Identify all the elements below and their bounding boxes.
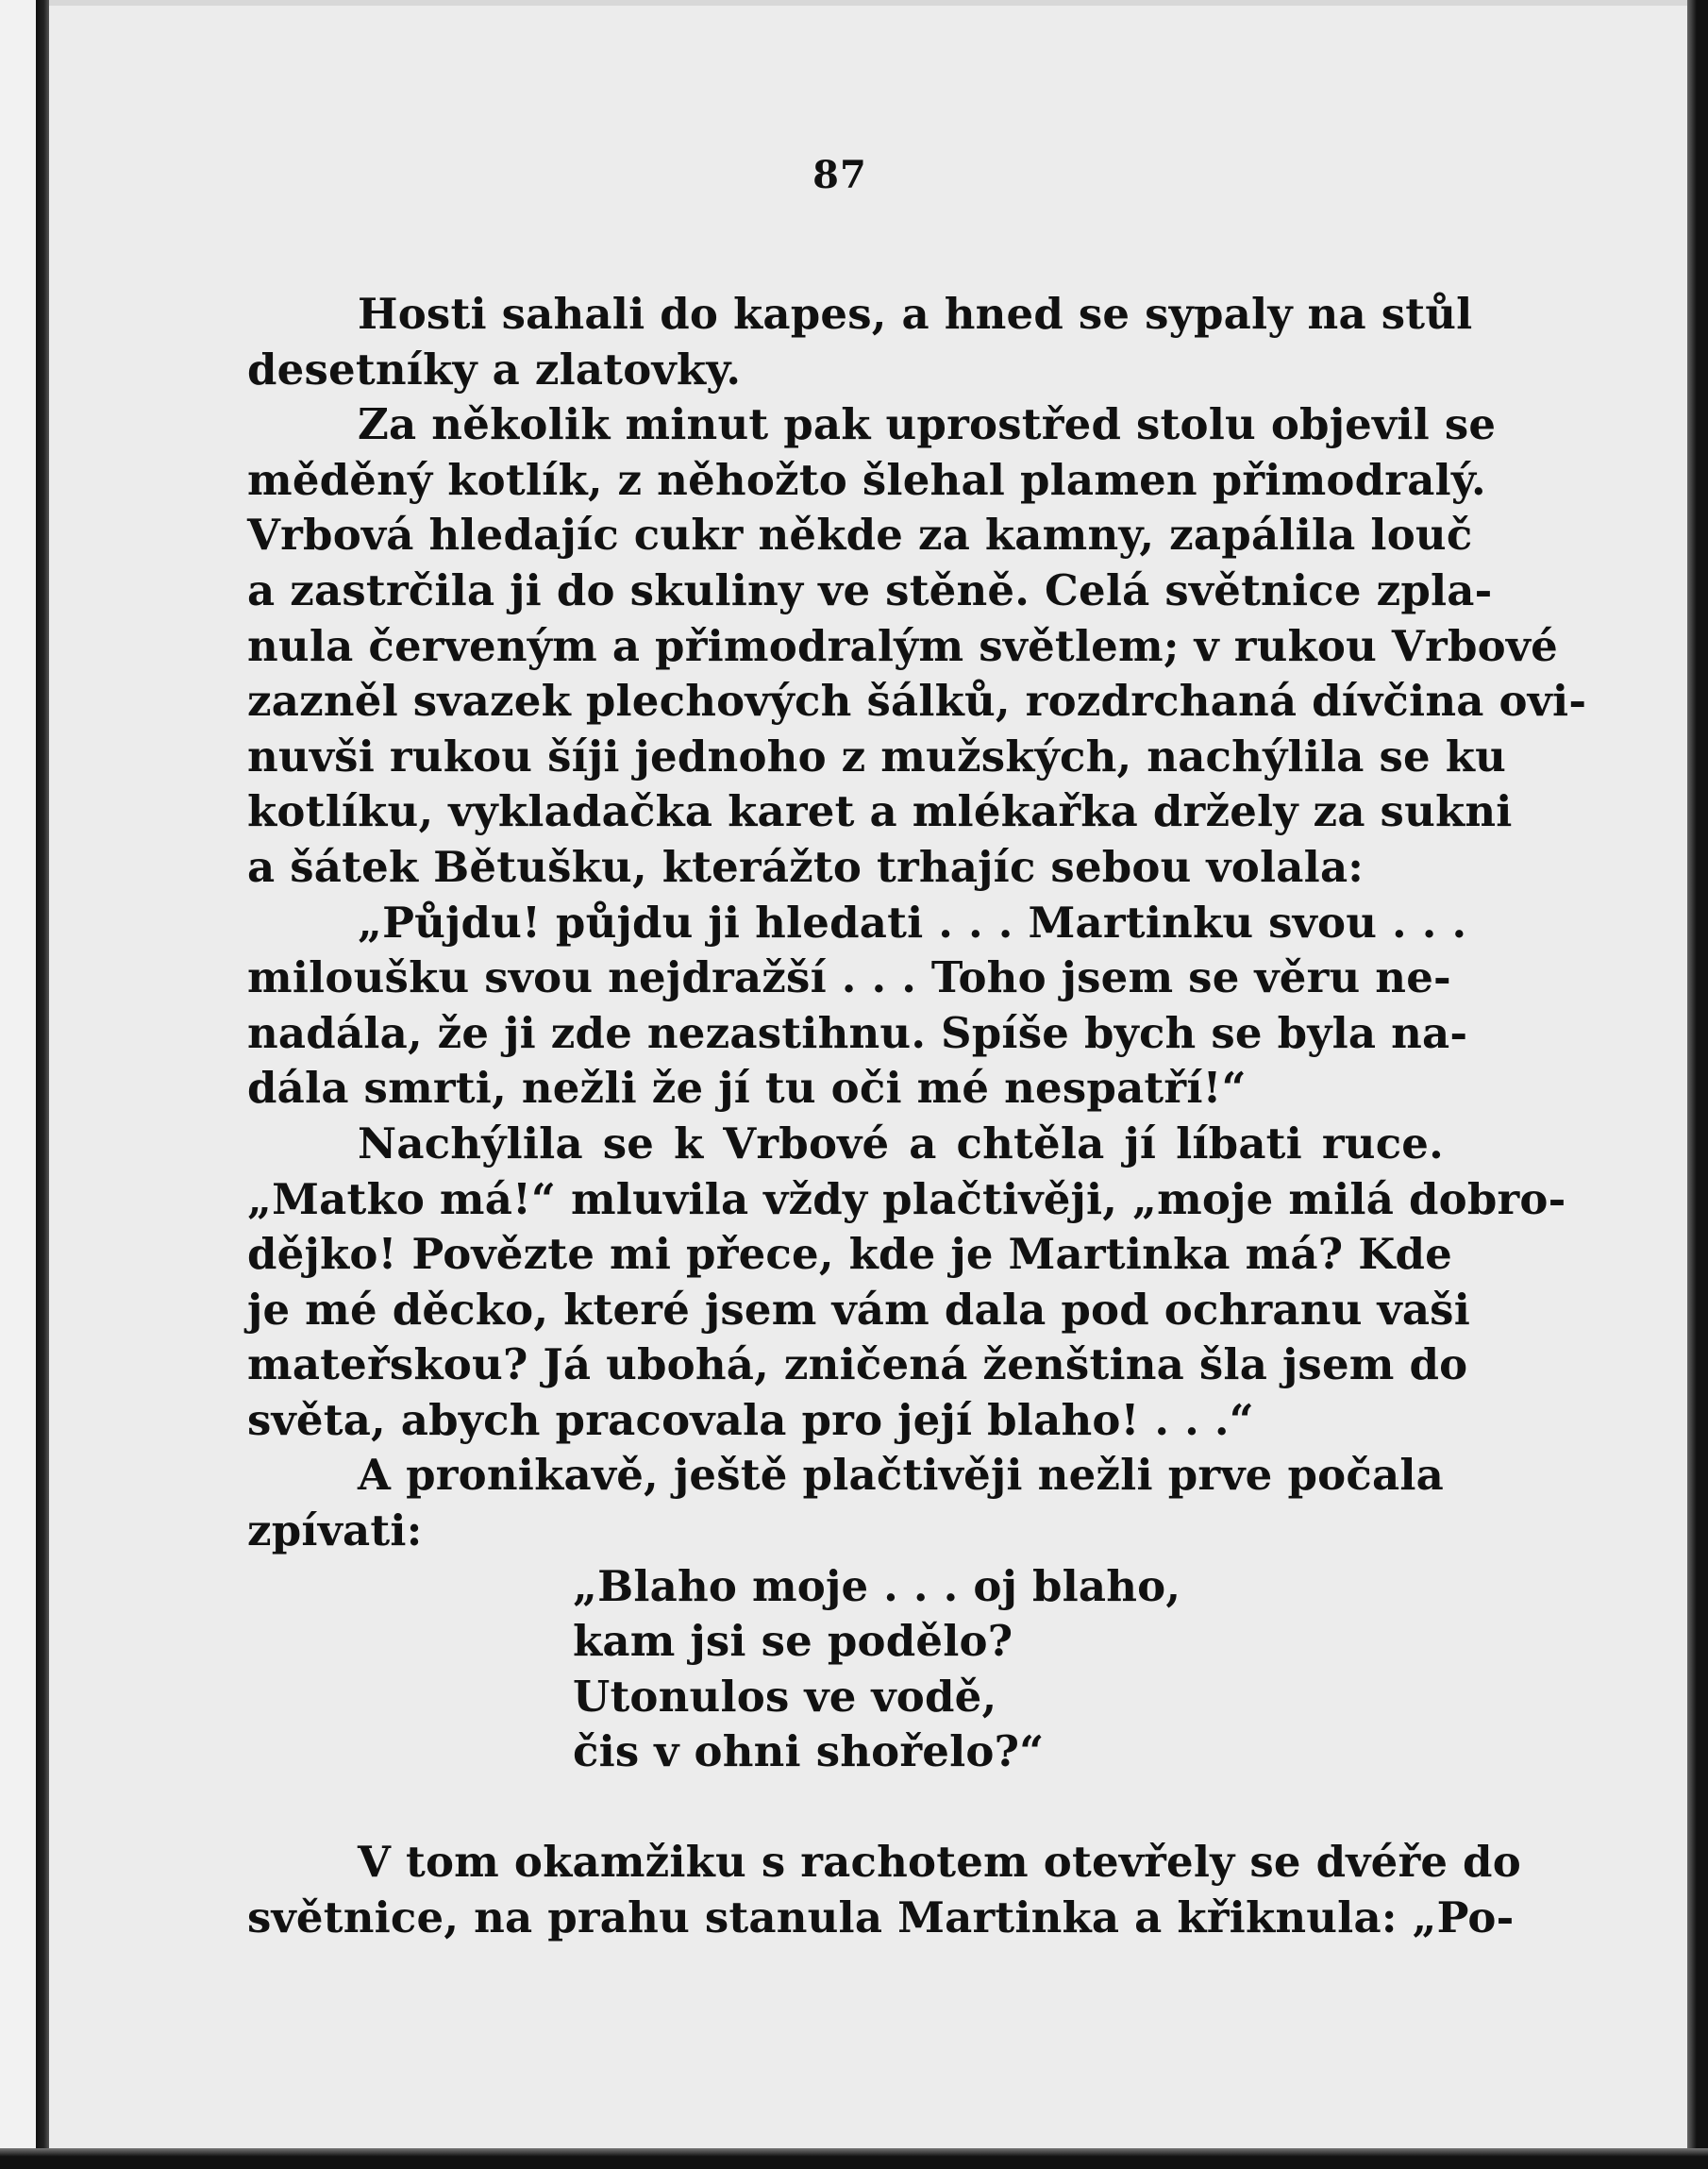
text-line: miloušku svou nejdražší . . . Toho jsem se věru ne- <box>247 952 1451 1003</box>
scan-edge-top <box>49 0 1691 6</box>
verse-line: čis v ohni shořelo?“ <box>573 1726 1045 1777</box>
text-line: desetníky a zlatovky. <box>247 344 742 395</box>
page-number: 87 <box>812 153 867 197</box>
scan-edge-left <box>36 0 49 2169</box>
text-line: světnice, na prahu stanula Martinka a křiknula: „Po- <box>247 1892 1515 1942</box>
verse-line: kam jsi se podělo? <box>573 1616 1013 1667</box>
text-line: A pronikavě, ještě plačtivěji nežli prve počala <box>358 1450 1444 1501</box>
paragraph <box>247 397 1587 895</box>
paragraph <box>247 1835 1521 1945</box>
text-line: měděný kotlík, z něhožto šlehal plamen přimodralý. <box>247 454 1486 505</box>
verse-line: „Blaho moje . . . oj blaho, <box>573 1560 1181 1611</box>
text-line: dála smrti, nežli že jí tu oči mé nespatří!“ <box>247 1063 1247 1114</box>
text-line: Vrbová hledajíc cukr někde za kamny, zapálila louč <box>247 510 1473 561</box>
text-line: „Půjdu! půjdu ji hledati . . . Martinku svou . . . <box>358 897 1467 948</box>
text-line: nuvši rukou šíji jednoho z mužských, nachýlila se ku <box>247 731 1507 782</box>
text-line: Nachýlila se k Vrbové a chtěla jí líbati ruce. <box>358 1118 1444 1169</box>
verse-line: Utonulos ve vodě, <box>573 1671 997 1722</box>
text-line: zazněl svazek plechových šálků, rozdrchaná dívčina ovi- <box>247 676 1587 727</box>
text-line: V tom okamžiku s rachotem otevřely se dvéře do <box>358 1837 1521 1888</box>
text-line: Hosti sahali do kapes, a hned se sypaly na stůl <box>358 289 1473 339</box>
text-line: nadála, že ji zde nezastihnu. Spíše bych se byla na- <box>247 1007 1468 1058</box>
paragraph <box>247 287 1473 397</box>
spacer <box>247 1780 1444 1835</box>
text-line: zpívati: <box>247 1505 423 1556</box>
scan-edge-right <box>1687 0 1708 2169</box>
text-line: dějko! Povězte mi přece, kde je Martinka má? Kde <box>247 1229 1453 1280</box>
scan-edge-bottom <box>0 2148 1708 2169</box>
text-line: nula červeným a přimodralým světlem; v rukou Vrbové <box>247 620 1559 671</box>
body-text <box>247 287 1587 1945</box>
paragraph <box>247 1448 1444 1558</box>
text-line: „Matko má!“ mluvila vždy plačtivěji, „moje milá dobro- <box>247 1173 1566 1224</box>
verse-block <box>247 1559 1444 1780</box>
text-line: kotlíku, vykladačka karet a mlékařka držely za sukni <box>247 786 1513 837</box>
paragraph <box>247 896 1468 1117</box>
text-line: je mé děcko, které jsem vám dala pod ochranu vaši <box>247 1284 1471 1335</box>
text-line: a šátek Bětušku, kterážto trhajíc sebou volala: <box>247 841 1365 892</box>
text-line: světa, abych pracovala pro její blaho! . . .“ <box>247 1394 1254 1445</box>
paragraph <box>247 1117 1566 1449</box>
text-line: mateřskou? Já ubohá, zničená ženština šla jsem do <box>247 1339 1468 1390</box>
scan-margin-left <box>0 0 36 2169</box>
text-line: a zastrčila ji do skuliny ve stěně. Celá světnice zpla- <box>247 564 1493 615</box>
text-line: Za několik minut pak uprostřed stolu objevil se <box>358 399 1497 450</box>
